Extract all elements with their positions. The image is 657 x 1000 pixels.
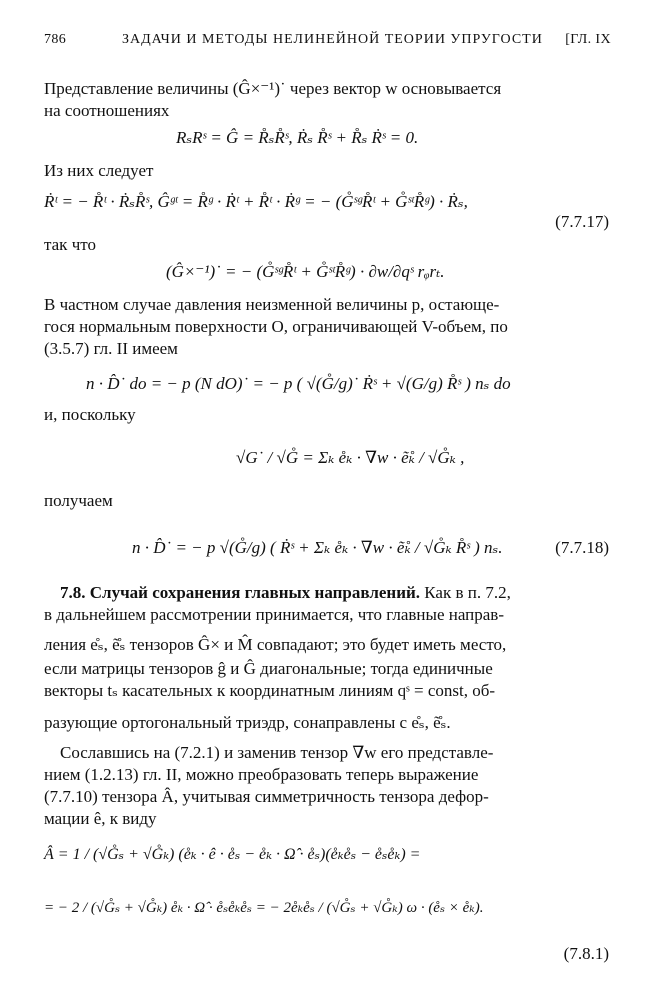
section-text: Как в п. 7.2, [420,583,511,602]
equation: (Ĝ×⁻¹)˙ = − (G̊ˢᵍR̊ᵗ + G̊ˢᵗR̊ᵍ) · ∂w/∂qˢ rᵩrₜ. [166,262,445,281]
section-title: 7.8. Случай сохранения главных направлений. [60,583,421,602]
paragraph-line: (7.7.10) тензора Â, учитывая симметричность тензора дефор- [44,787,489,806]
chapter-label: [ГЛ. IX [565,32,611,47]
paragraph-line: нием (1.2.13) гл. II, можно преобразовать теперь выражение [44,765,479,784]
paragraph-line: Из них следует [44,161,154,180]
equation: RₛRˢ = Ĝ = R̊ₛR̊ˢ, Ṙₛ R̊ˢ + R̊ₛ Ṙˢ = 0. [176,128,419,147]
equation: = − 2 / (√G̊ₛ + √G̊ₖ) e̊ₖ · Ω̂ · e̊ₛe̊ₖe̊ₛ = − 2e̊ₖe̊ₛ / (√G̊ₛ + √G̊ₖ) ω · (e̊ₛ × e̊ₖ). [44,900,484,916]
paragraph-line: на соотношениях [44,101,170,120]
paragraph-line: если матрицы тензоров ĝ и Ĝ диагональные; тогда единичные [44,659,493,678]
paragraph-line: в дальнейшем рассмотрении принимается, что главные направ- [44,605,504,624]
page-number: 786 [44,32,67,47]
paragraph-line: гося нормальным поверхности O, ограничивающей V-объем, по [44,317,508,336]
paragraph-line: векторы tₛ касательных к координатным линиям qˢ = const, об- [44,681,496,700]
paragraph-line: и, поскольку [44,405,136,424]
paragraph-line: Сославшись на (7.2.1) и заменив тензор ∇w его представле- [60,743,494,762]
paragraph-line: разующие ортогональный триэдр, сонаправлены с e̊ₛ, ẽ̊ₛ. [44,713,451,732]
paragraph-line: так что [44,235,96,254]
page-header [44,32,611,54]
paragraph-line: В частном случае давления неизменной величины p, остающе- [44,295,500,314]
paragraph-line: получаем [44,491,113,510]
equation-number: (7.7.18) [555,538,609,557]
equation: n · D̂˙ do = − p (N dO)˙ = − p ( √(G̊/g)˙ Ṙˢ + √(G/g) R̊ˢ ) nₛ do [86,374,511,393]
equation: n · D̂˙ = − p √(G̊/g) ( Ṙˢ + Σₖ e̊ₖ · ∇w · ẽ̊ₖ / √G̊ₖ R̊ˢ ) nₛ. [132,538,503,557]
equation-number: (7.7.17) [555,212,609,231]
section-heading-line [60,582,610,604]
running-title: ЗАДАЧИ И МЕТОДЫ НЕЛИНЕЙНОЙ ТЕОРИИ УПРУГОСТИ [122,32,543,47]
paragraph-line: мации ê, к виду [44,809,157,828]
equation: √G˙ / √G̊ = Σₖ e̊ₖ · ∇w · ẽ̊ₖ / √G̊ₖ , [236,448,465,467]
paragraph-line: (3.5.7) гл. II имеем [44,339,178,358]
paragraph-line: Представление величины (Ĝ×⁻¹)˙ через вектор w основывается [44,79,502,98]
equation-number: (7.8.1) [563,944,609,963]
equation: Â = 1 / (√G̊ₛ + √G̊ₖ) (e̊ₖ · ê · e̊ₛ − e̊ₖ · Ω̂ · e̊ₛ)(e̊ₖe̊ₛ − e̊ₛe̊ₖ) = [44,846,421,863]
equation: Ṙᵗ = − R̊ᵗ · ṘₛR̊ˢ, Ĝᵍᵗ = R̊ᵍ · Ṙᵗ + R̊ᵗ · Ṙᵍ = − (G̊ˢᵍR̊ᵗ + G̊ˢᵗR̊ᵍ) · Ṙₛ, [44,192,468,211]
paragraph-line: ления e̊ₛ, ẽ̊ₛ тензоров Ĝ× и M̂ совпадают; это будет иметь место, [44,635,507,654]
